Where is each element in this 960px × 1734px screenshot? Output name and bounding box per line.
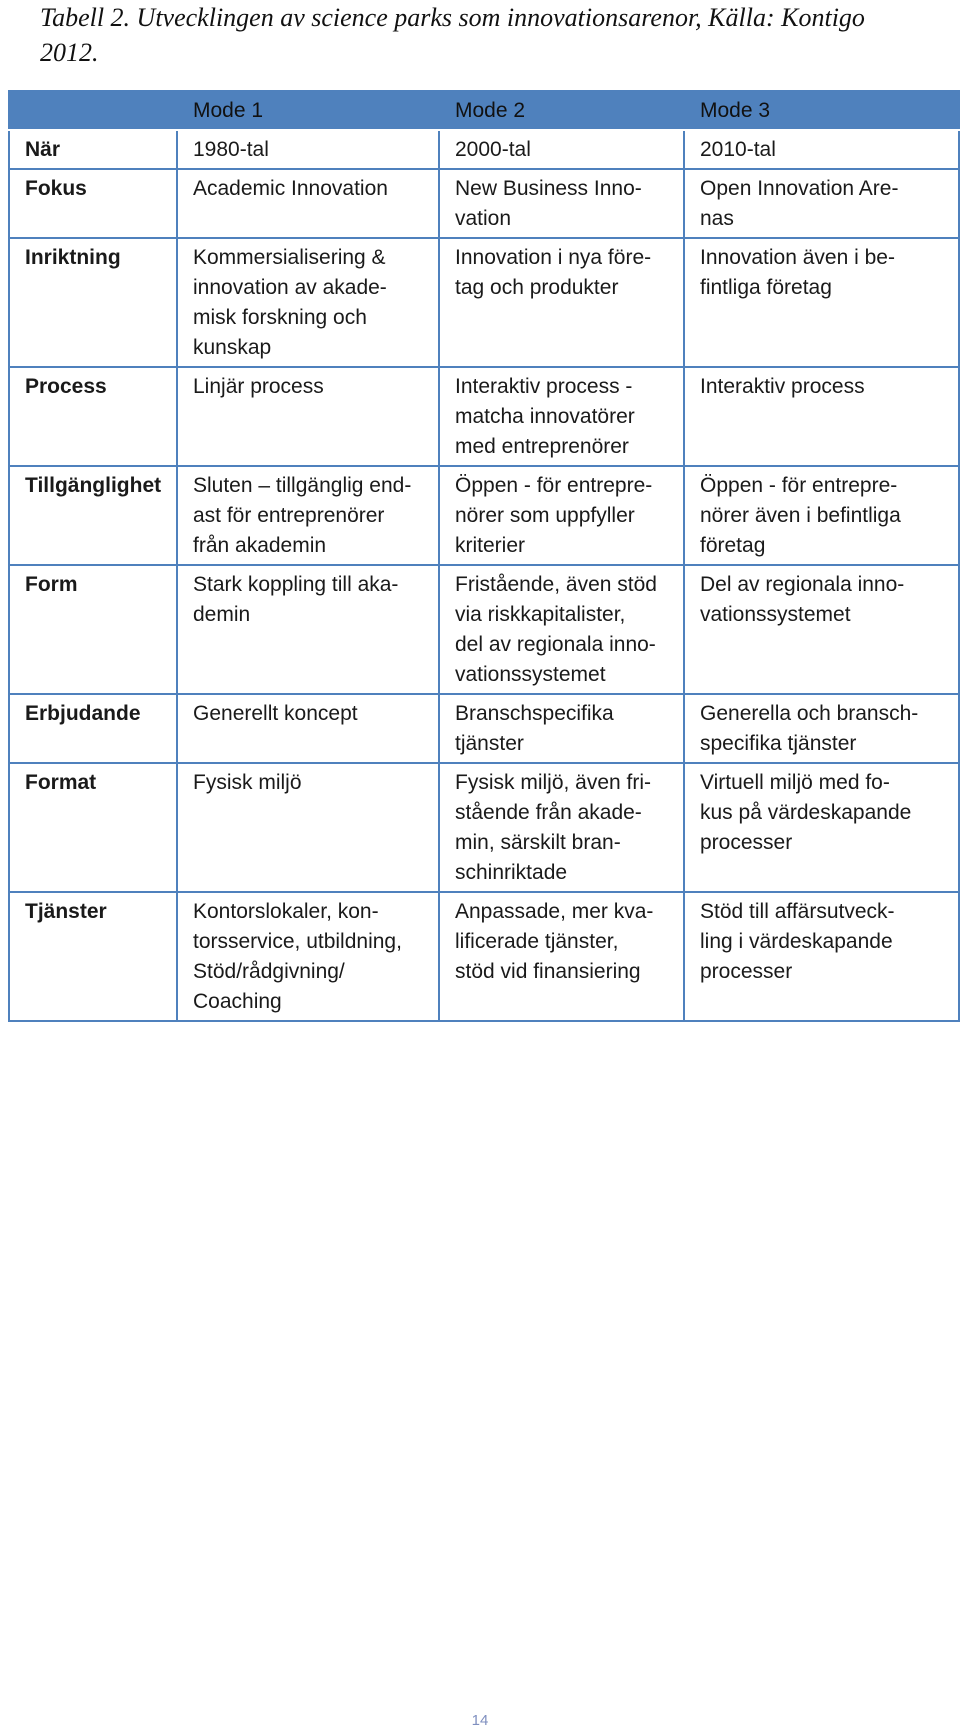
table-row (9, 694, 959, 763)
table-cell: New Business Inno- vation (439, 169, 684, 238)
header-mode-2: Mode 2 (439, 91, 684, 130)
table-row (9, 466, 959, 565)
table-cell: Sluten – tillgänglig end- ast för entreprenörer från akademin (177, 466, 439, 565)
table-cell: Generella och bransch- specifika tjänster (684, 694, 959, 763)
table-cell: Kommersialisering & innovation av akade- misk forskning och kunskap (177, 238, 439, 367)
table-cell: Anpassade, mer kva- lificerade tjänster, stöd vid finansiering (439, 892, 684, 1021)
table-row (9, 367, 959, 466)
row-label: Fokus (9, 169, 177, 238)
header-mode-1: Mode 1 (177, 91, 439, 130)
table-cell: Kontorslokaler, kon- torsservice, utbildning, Stöd/rådgivning/ Coaching (177, 892, 439, 1021)
table-cell: Generellt koncept (177, 694, 439, 763)
row-label: När (9, 130, 177, 169)
table-cell: Fysisk miljö, även fri- stående från akade- min, särskilt bran- schinriktade (439, 763, 684, 892)
table-row (9, 130, 959, 169)
table-caption: Tabell 2. Utvecklingen av science parks som innovationsarenor, Källa: Kontigo 2012. (40, 3, 865, 67)
table-cell: Öppen - för entrepre- nörer även i befintliga företag (684, 466, 959, 565)
table-cell: 2000-tal (439, 130, 684, 169)
table-cell: 1980-tal (177, 130, 439, 169)
table-cell: Öppen - för entrepre- nörer som uppfyller kriterier (439, 466, 684, 565)
table-cell: Academic Innovation (177, 169, 439, 238)
table-cell: Virtuell miljö med fo- kus på värdeskapande processer (684, 763, 959, 892)
table-cell: Stöd till affärsutveck- ling i värdeskapande processer (684, 892, 959, 1021)
row-label: Form (9, 565, 177, 694)
header-mode-3: Mode 3 (684, 91, 959, 130)
row-label: Tillgänglighet (9, 466, 177, 565)
table-cell: Fristående, även stöd via riskkapitalister, del av regionala inno- vationssystemet (439, 565, 684, 694)
row-label: Process (9, 367, 177, 466)
comparison-table (8, 90, 960, 1022)
header-corner (9, 91, 177, 130)
table-cell: Innovation i nya före- tag och produkter (439, 238, 684, 367)
table-cell: Del av regionala inno- vationssystemet (684, 565, 959, 694)
row-label: Erbjudande (9, 694, 177, 763)
row-label: Format (9, 763, 177, 892)
table-row (9, 763, 959, 892)
table-row (9, 565, 959, 694)
table-cell: 2010-tal (684, 130, 959, 169)
table-cell: Fysisk miljö (177, 763, 439, 892)
page-number: 14 (471, 1712, 489, 1729)
table-cell: Branschspecifika tjänster (439, 694, 684, 763)
table-cell: Stark koppling till aka- demin (177, 565, 439, 694)
table-row (9, 892, 959, 1021)
table-cell: Interaktiv process (684, 367, 959, 466)
table-header-row (9, 91, 959, 130)
table-row (9, 238, 959, 367)
table-cell: Innovation även i be- fintliga företag (684, 238, 959, 367)
table-cell: Interaktiv process - matcha innovatörer med entreprenörer (439, 367, 684, 466)
row-label: Inriktning (9, 238, 177, 367)
row-label: Tjänster (9, 892, 177, 1021)
table-cell: Open Innovation Are- nas (684, 169, 959, 238)
table-row (9, 169, 959, 238)
table-cell: Linjär process (177, 367, 439, 466)
